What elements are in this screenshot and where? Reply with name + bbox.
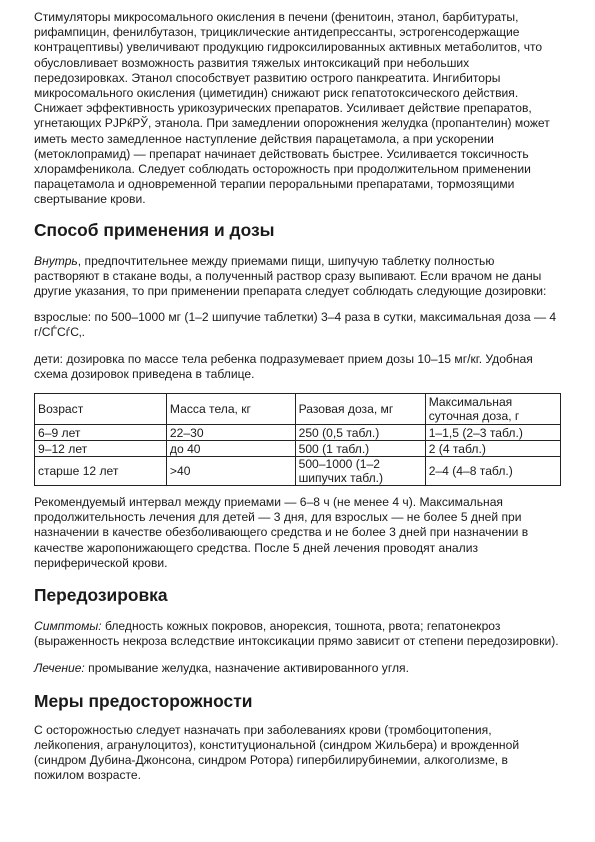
table-cell: старше 12 лет	[35, 457, 167, 486]
table-cell: 500 (1 табл.)	[295, 441, 425, 457]
table-cell: 500–1000 (1–2 шипучих табл.)	[295, 457, 425, 486]
dosage-table	[34, 393, 561, 486]
table-header-cell: Возраст	[35, 394, 167, 425]
table-cell: 250 (0,5 табл.)	[295, 425, 425, 441]
dosage-inside-paragraph	[34, 254, 561, 300]
symptoms-text: бледность кожных покровов, анорексия, тошнота, рвота; гепатонекроз (выраженность некроза вследствие интоксикации прямо зависит от степени передозировки).	[34, 619, 559, 649]
table-cell: 22–30	[166, 425, 295, 441]
table-header-cell: Масса тела, кг	[166, 394, 295, 425]
table-cell: до 40	[166, 441, 295, 457]
table-row	[35, 457, 561, 486]
intro-paragraph: Стимуляторы микросомального окисления в печени (фенитоин, этанол, барбитураты, рифампицин, фенилбутазон, трициклические антидепрессанты, эстрогенсодержащие контрацептивы) увеличивают продукцию гидроксилированных активных метаболитов, что обусловливает возможность развития тяжелых интоксикаций при небольших передозировках. Этанол способствует развитию острого панкреатита. Ингибиторы микросомального окисления (циметидин) снижают риск гепатотоксического действия. Снижает эффективность урикозурических препаратов. Усиливает действие препаратов, угнетающих РЈРќРЎ, этанола. При замедлении опорожнения желудка (пропантелин) может иметь место замедленное наступление действия парацетамола, а при ускорении (метоклопрамид) — препарат начинает действовать быстрее. Усиливается токсичность хлорамфеникола. Следует соблюдать осторожность при продолжительном применении парацетамола и одновременной терапии пероральными препаратами, тормозящими свертывание крови.	[34, 10, 550, 207]
table-header-cell: Разовая доза, мг	[295, 394, 425, 425]
table-cell: 1–1,5 (2–3 табл.)	[425, 425, 560, 441]
table-cell: 2 (4 табл.)	[425, 441, 560, 457]
treatment-label: Лечение:	[34, 661, 85, 676]
overdose-section-title: Передозировка	[34, 585, 168, 606]
precautions-section-title: Меры предосторожности	[34, 690, 253, 711]
symptoms-label: Симптомы:	[34, 619, 102, 634]
table-cell: 9–12 лет	[35, 441, 167, 457]
treatment-paragraph	[34, 661, 561, 676]
dosage-section-title: Способ применения и дозы	[34, 219, 275, 240]
treatment-text: промывание желудка, назначение активированного угля.	[84, 661, 409, 676]
children-dosage-paragraph: дети: дозировка по массе тела ребенка подразумевает прием дозы 10–15 мг/кг. Удобная схема дозировок приведена в таблице.	[34, 351, 533, 381]
table-header-cell: Максимальная суточная доза, г	[425, 394, 560, 425]
table-cell: 6–9 лет	[35, 425, 167, 441]
table-row	[35, 425, 561, 441]
precautions-paragraph: С осторожностью следует назначать при заболеваниях крови (тромбоцитопения, лейкопения, агранулоцитоз), конституциональной (синдром Жильбера) и врожденной (синдром Дубина-Джонсона, синдром Ротора) гипербилирубинемии, алкоголизме, в пожилом возрасте.	[34, 722, 520, 783]
table-row	[35, 441, 561, 457]
inside-label: Внутрь	[34, 253, 78, 268]
table-cell: 2–4 (4–8 табл.)	[425, 457, 560, 486]
adults-dosage-paragraph: взрослые: по 500–1000 мг (1–2 шипучие таблетки) 3–4 раза в сутки, максимальная доза — 4 г/СЃСѓС‚.	[34, 310, 557, 340]
inside-text: , предпочтительнее между приемами пищи, шипучую таблетку полностью растворяют в стакане воды, а полученный раствор сразу выпивают. Если врачом не даны другие указания, то при применении препарата следует соблюдать следующие дозировки:	[34, 253, 547, 299]
table-cell: >40	[166, 457, 295, 486]
table-header-row	[35, 394, 561, 425]
interval-paragraph: Рекомендуемый интервал между приемами — 6–8 ч (не менее 4 ч). Максимальная продолжительность лечения для детей — 3 дня, для взрослых — не более 5 дней при назначении в качестве обезболивающего средства и не более 3 дней при назначении в качестве жаропонижающего средства. После 5 дней лечения проводят анализ периферической крови.	[34, 495, 529, 570]
symptoms-paragraph	[34, 619, 561, 649]
